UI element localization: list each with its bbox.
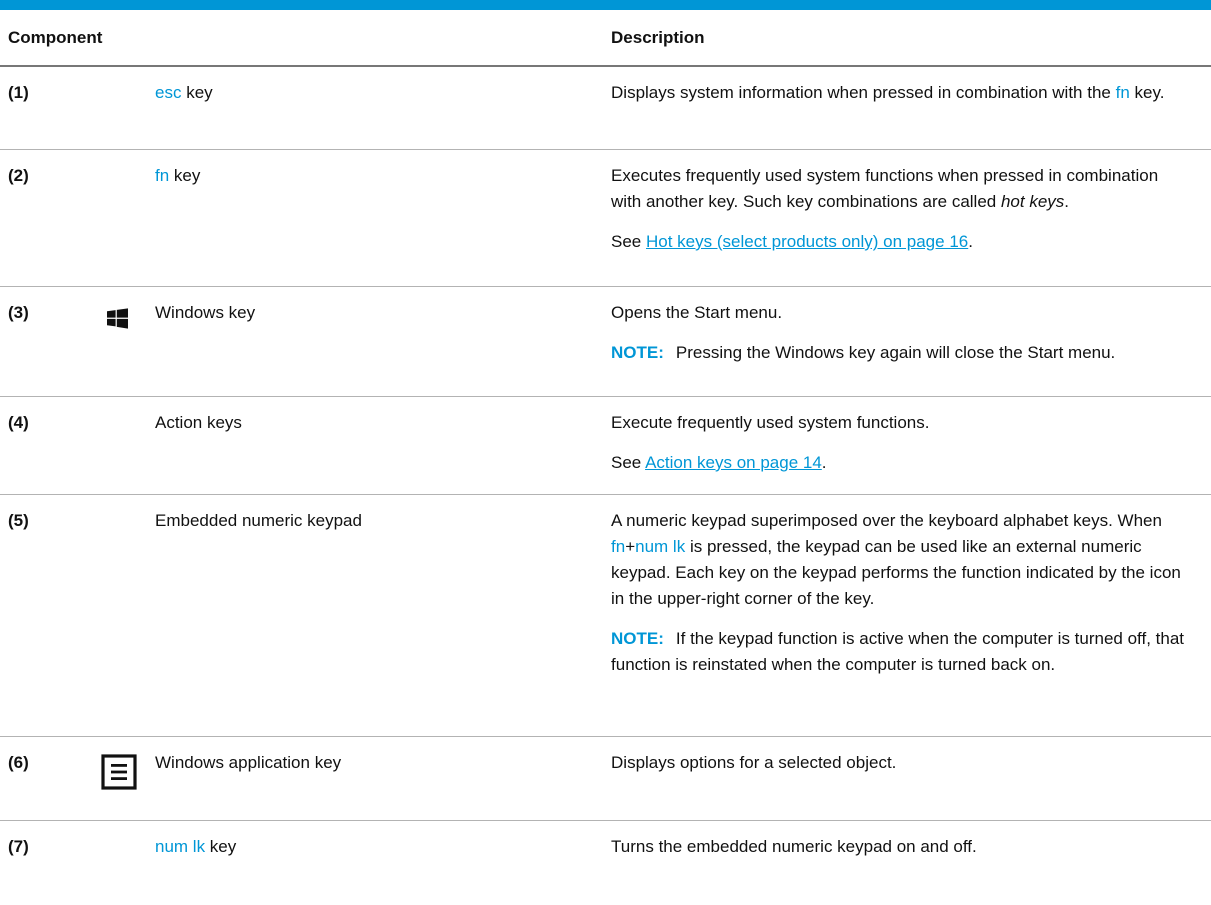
row-icon-cell — [65, 495, 155, 737]
row-number: (2) — [0, 150, 65, 287]
text-run: . — [821, 453, 827, 472]
windows-logo-icon — [107, 308, 128, 329]
description-paragraph — [611, 508, 1189, 612]
row-description — [609, 287, 1211, 397]
row-description — [609, 397, 1211, 495]
row-number: (3) — [0, 287, 65, 397]
table-row — [0, 737, 1211, 821]
text-run: See — [611, 453, 646, 472]
key-name: fn — [611, 537, 626, 556]
description-paragraph — [611, 163, 1189, 215]
description-paragraph: Displays options for a selected object. — [611, 753, 897, 772]
row-description — [609, 821, 1211, 875]
text-run: Displays system information when pressed in combination with the — [611, 83, 1116, 102]
note-paragraph — [611, 340, 1189, 366]
row-component-name: Windows application key — [155, 737, 609, 821]
top-accent-rule — [0, 0, 1211, 10]
row-component-name — [155, 821, 609, 875]
row-number: (1) — [0, 66, 65, 150]
row-description — [609, 66, 1211, 150]
table-row — [0, 66, 1211, 150]
row-number: (7) — [8, 837, 29, 856]
application-menu-icon — [101, 754, 137, 790]
description-paragraph: Execute frequently used system functions. — [611, 413, 930, 432]
row-icon-cell — [65, 287, 155, 397]
description-paragraph — [611, 229, 1189, 255]
row-component-name: Windows key — [155, 287, 609, 397]
row-icon-cell — [65, 737, 155, 821]
row-component-name: Action keys — [155, 397, 609, 495]
note-label: NOTE: — [611, 343, 664, 362]
table-header-row — [0, 10, 1211, 66]
row-icon-cell — [65, 150, 155, 287]
text-run: + — [625, 537, 636, 556]
row-component-name — [155, 66, 609, 150]
action-keys-link[interactable]: Action keys on page 14 — [645, 453, 822, 472]
component-table — [0, 10, 1211, 874]
description-paragraph: Opens the Start menu. — [611, 303, 783, 322]
key-suffix: key — [205, 837, 237, 856]
description-paragraph — [611, 450, 1189, 476]
hot-keys-link[interactable]: Hot keys (select products only) on page 16 — [646, 232, 969, 251]
key-suffix: key — [181, 83, 213, 102]
table-row — [0, 287, 1211, 397]
text-run: is pressed, the keypad can be used like an external numeric keypad. Each key on the keypad performs the function indicated by the icon in the upper-right corner of the key. — [611, 537, 1181, 608]
row-icon-cell — [65, 821, 155, 875]
row-component-name — [155, 150, 609, 287]
table-row — [0, 821, 1211, 875]
table-row — [0, 397, 1211, 495]
key-name: esc — [155, 83, 182, 102]
header-component: Component — [0, 10, 609, 66]
note-text: Pressing the Windows key again will close the Start menu. — [675, 343, 1116, 362]
text-run: Executes frequently used system functions when pressed in combination with another key. Such key combinations are called — [611, 166, 1159, 211]
row-number: (5) — [0, 495, 65, 737]
row-icon-cell — [65, 66, 155, 150]
table-row — [0, 150, 1211, 287]
text-run: . — [1064, 192, 1070, 211]
note-label: NOTE: — [611, 629, 664, 648]
header-description: Description — [609, 10, 1211, 66]
row-description — [609, 150, 1211, 287]
row-description — [609, 737, 1211, 821]
row-number: (4) — [0, 397, 65, 495]
description-paragraph — [611, 80, 1189, 106]
note-text: If the keypad function is active when the computer is turned off, that function is reinstated when the computer is turned back on. — [611, 629, 1184, 674]
key-name: fn — [1115, 83, 1130, 102]
row-component-name: Embedded numeric keypad — [155, 495, 609, 737]
key-name: num lk — [635, 537, 686, 556]
key-name: num lk — [155, 837, 206, 856]
row-number: (6) — [0, 737, 65, 821]
row-description — [609, 495, 1211, 737]
text-run: A numeric keypad superimposed over the keyboard alphabet keys. When — [611, 511, 1162, 530]
text-run: . — [968, 232, 973, 251]
key-suffix: key — [169, 166, 201, 185]
table-row — [0, 495, 1211, 737]
text-run: See — [611, 232, 646, 251]
text-run: key. — [1129, 83, 1165, 102]
key-name: fn — [155, 166, 170, 185]
note-paragraph — [611, 626, 1189, 678]
row-icon-cell — [65, 397, 155, 495]
emphasis-text: hot keys — [1000, 192, 1065, 211]
description-paragraph: Turns the embedded numeric keypad on and off. — [611, 837, 977, 856]
